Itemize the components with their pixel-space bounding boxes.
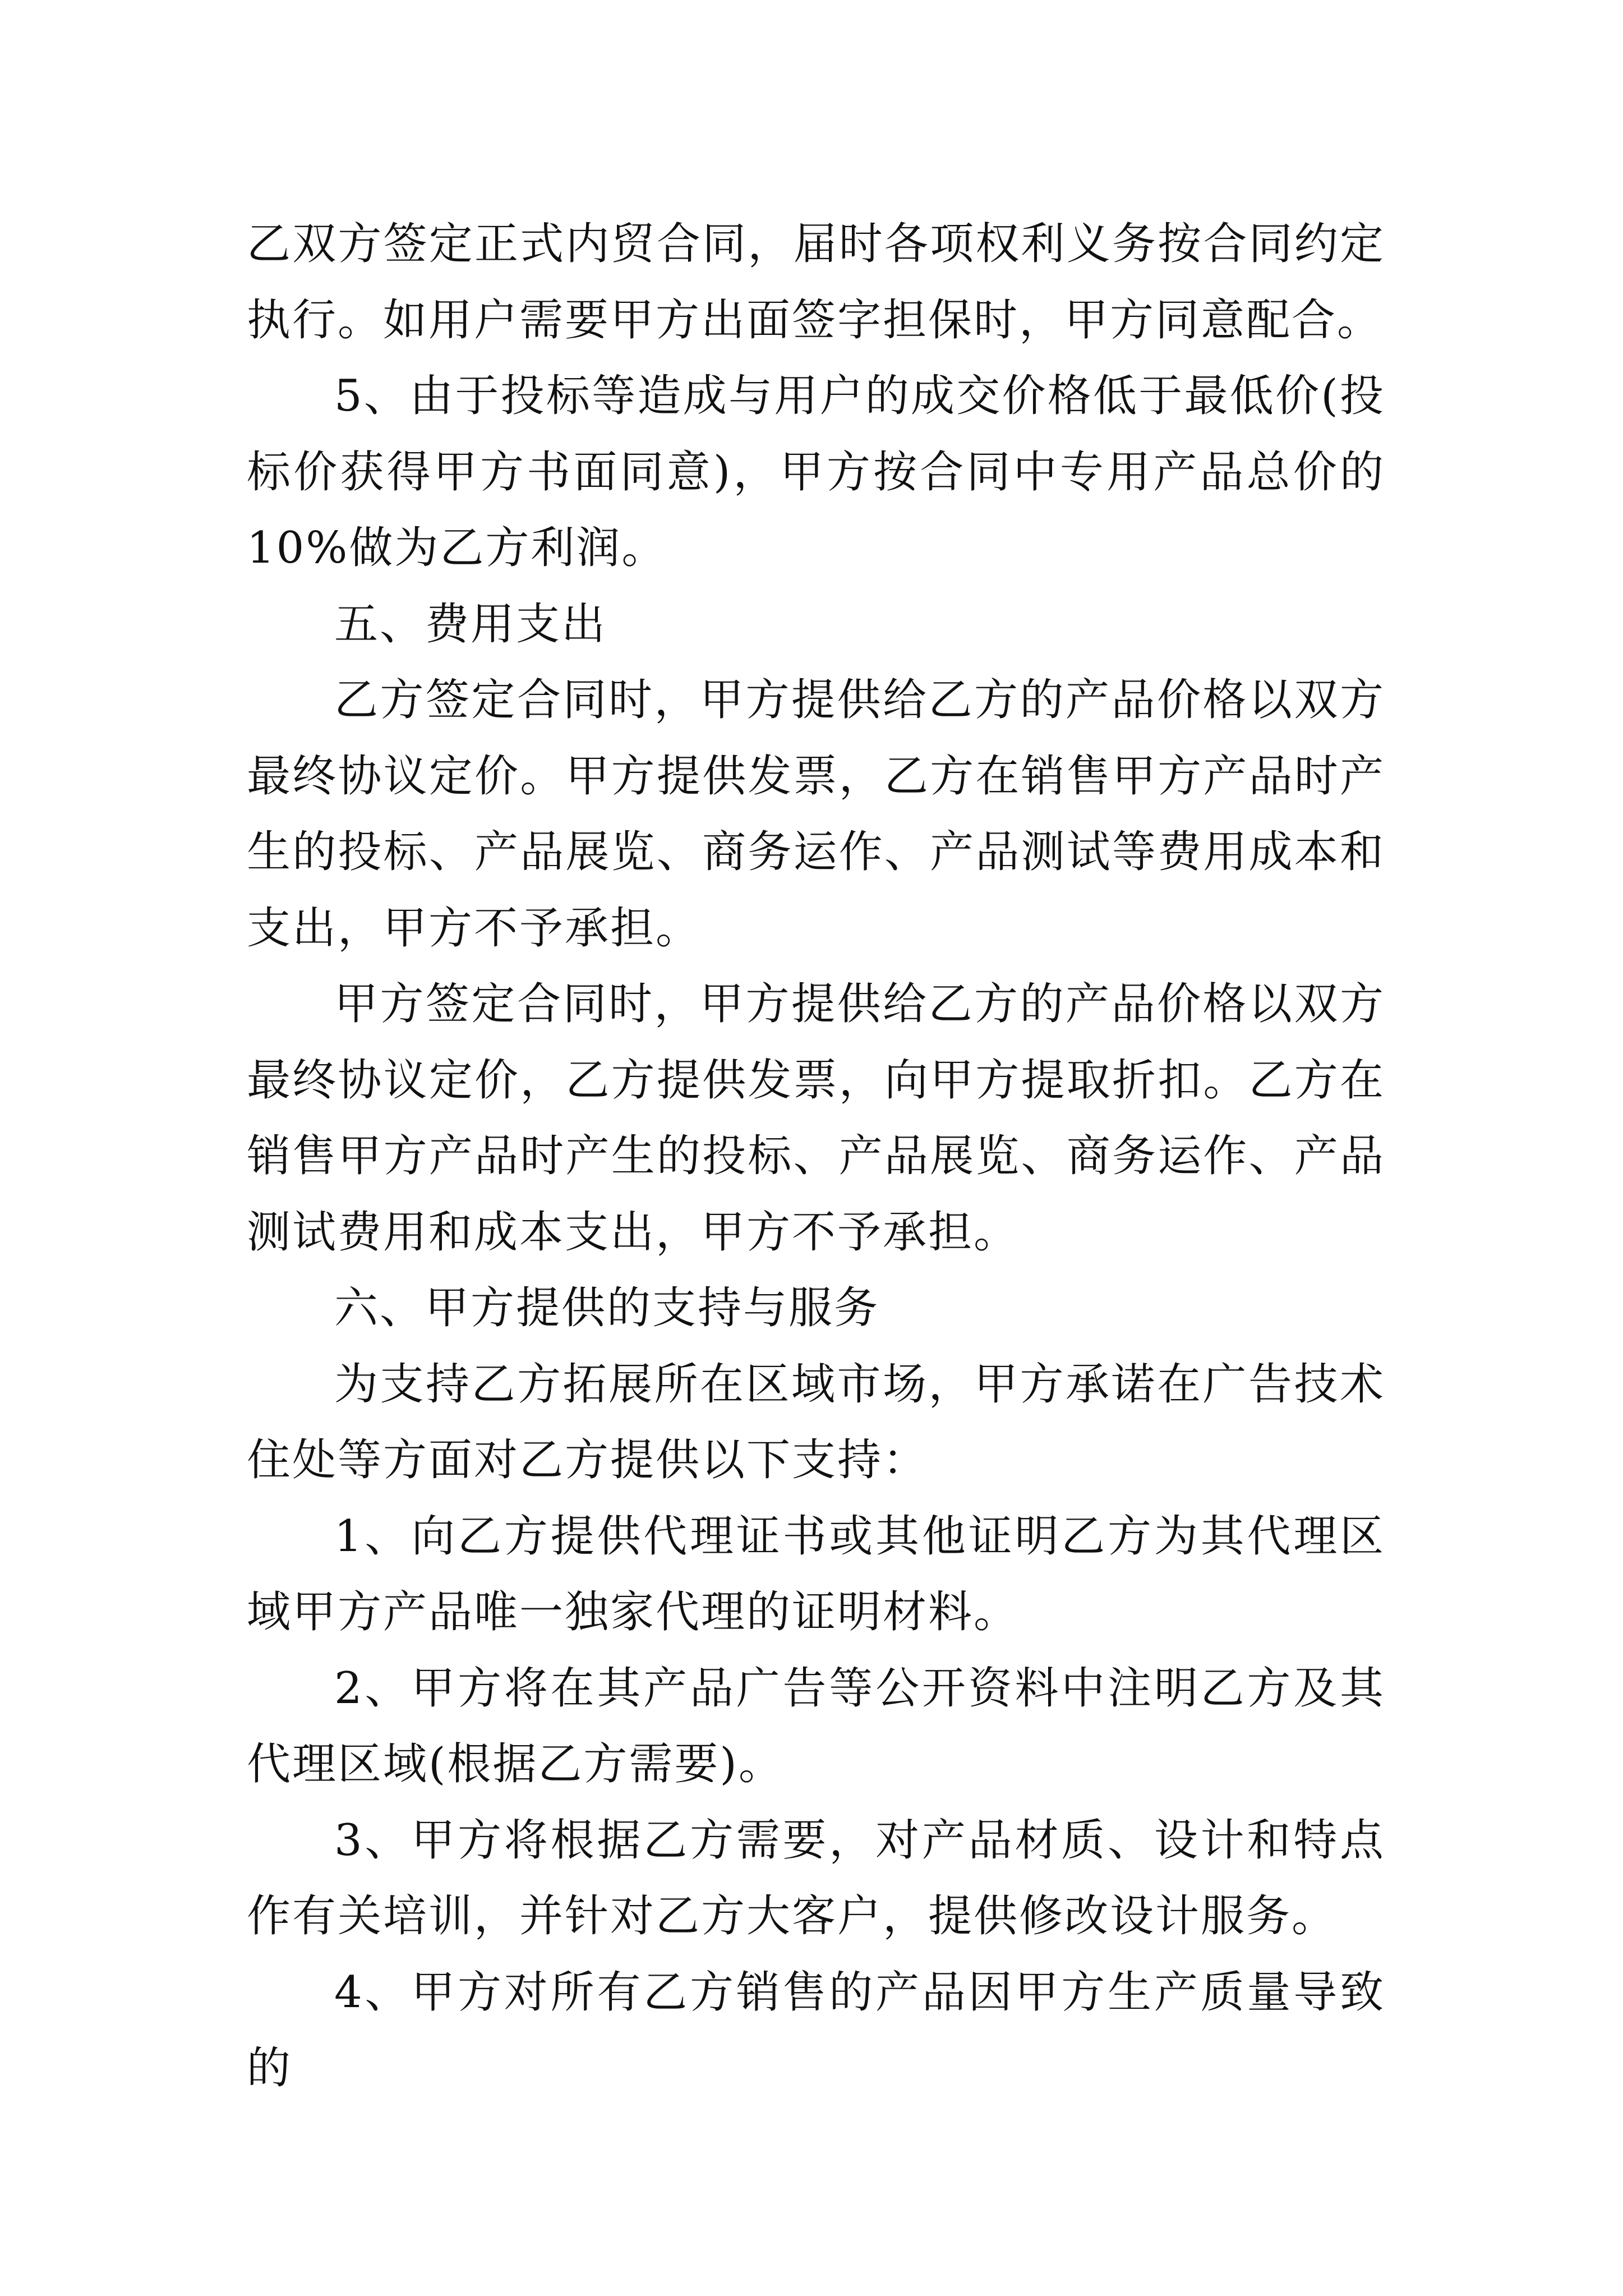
paragraph-clause-5-bid-pricing: 5、由于投标等造成与用户的成交价格低于最低价(投标价获得甲方书面同意)，甲方按合同中专用产品总价的10%做为乙方利润。 bbox=[247, 371, 1385, 573]
paragraph-support-intro: 为支持乙方拓展所在区域市场，甲方承诺在广告技术住处等方面对乙方提供以下支持： bbox=[247, 1359, 1385, 1485]
section-heading-expenses: 五、费用支出 bbox=[334, 599, 607, 650]
paragraph-party-a-signing-expenses: 甲方签定合同时，甲方提供给乙方的产品价格以双方最终协议定价，乙方提供发票，向甲方提取折扣。乙方在销售甲方产品时产生的投标、产品展览、商务运作、产品测试费用和成本支出，甲方不予承担。 bbox=[247, 979, 1385, 1258]
document-body bbox=[247, 206, 1385, 2107]
paragraph-support-item-3: 3、甲方将根据乙方需要，对产品材质、设计和特点作有关培训，并针对乙方大客户，提供修改设计服务。 bbox=[247, 1815, 1385, 1941]
paragraph-contract-continuation: 乙双方签定正式内贸合同，届时各项权利义务按合同约定执行。如用户需要甲方出面签字担保时，甲方同意配合。 bbox=[247, 219, 1385, 346]
section-heading-support-services: 六、甲方提供的支持与服务 bbox=[334, 1283, 880, 1333]
paragraph-party-b-signing-expenses: 乙方签定合同时，甲方提供给乙方的产品价格以双方最终协议定价。甲方提供发票，乙方在销售甲方产品时产生的投标、产品展览、商务运作、产品测试等费用成本和支出，甲方不予承担。 bbox=[247, 675, 1385, 954]
paragraph-support-item-1: 1、向乙方提供代理证书或其他证明乙方为其代理区域甲方产品唯一独家代理的证明材料。 bbox=[247, 1511, 1385, 1637]
paragraph-support-item-4: 4、甲方对所有乙方销售的产品因甲方生产质量导致的 bbox=[247, 1967, 1385, 2093]
paragraph-support-item-2: 2、甲方将在其产品广告等公开资料中注明乙方及其代理区域(根据乙方需要)。 bbox=[247, 1663, 1385, 1789]
